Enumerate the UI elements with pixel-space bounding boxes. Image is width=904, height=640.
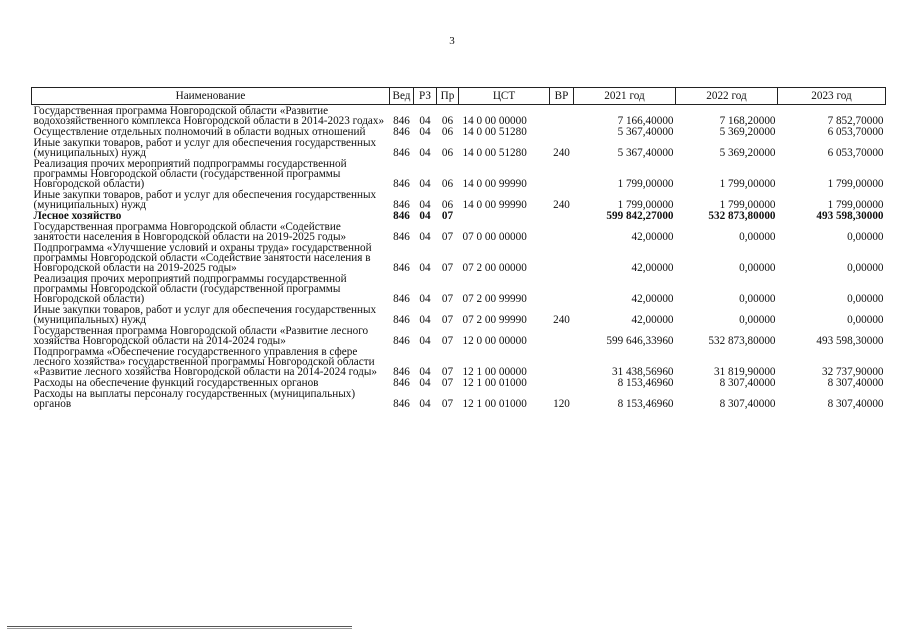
budget-table xyxy=(31,87,886,409)
table-row xyxy=(32,346,886,377)
row-rz: 04 xyxy=(419,199,431,211)
row-ved: 846 xyxy=(393,178,410,190)
row-name: Лесное хозяйство xyxy=(33,210,122,222)
row-pr: 07 xyxy=(441,262,454,274)
table-row xyxy=(32,304,886,325)
row-cst: 14 0 00 99990 xyxy=(462,178,527,190)
row-2021: 5 367,40000 xyxy=(617,147,674,159)
table-row xyxy=(32,388,886,409)
row-cst: 12 1 00 01000 xyxy=(462,377,527,389)
row-2023: 0,00000 xyxy=(847,231,884,243)
row-name: Подпрограмма «Обеспечение государственного управления в сфере лесного хозяйства» государственной программы Новгородской области «Развитие лесного хозяйства Новгородской области на 2014-2024 годы» xyxy=(33,346,377,378)
row-name: Реализация прочих мероприятий подпрограммы государственной программы Новгородской области (государственной программы Новгородской области) xyxy=(33,158,347,190)
row-vr xyxy=(550,105,574,127)
row-2023: 1 799,00000 xyxy=(827,178,884,190)
row-ved: 846 xyxy=(393,262,410,274)
row-2023: 0,00000 xyxy=(847,314,884,326)
row-vr: 240 xyxy=(553,199,570,211)
row-ved: 846 xyxy=(393,398,410,410)
row-cst: 14 0 00 00000 xyxy=(462,115,527,127)
row-pr: 06 xyxy=(441,199,454,211)
header-cst: ЦСТ xyxy=(459,88,550,105)
row-2021: 42,00000 xyxy=(631,231,674,243)
row-ved: 846 xyxy=(393,210,410,222)
header-ved: Вед xyxy=(390,88,414,105)
row-2021: 599 646,33960 xyxy=(606,335,674,347)
row-ved: 846 xyxy=(393,147,410,159)
row-2022: 5 369,20000 xyxy=(719,126,776,138)
table-row xyxy=(32,137,886,158)
row-name: Иные закупки товаров, работ и услуг для обеспечения государственных (муниципальных) нужд xyxy=(33,137,377,159)
row-2021: 8 153,46960 xyxy=(617,377,674,389)
row-cst: 14 0 00 51280 xyxy=(462,126,527,138)
row-pr: 07 xyxy=(441,314,454,326)
row-vr: 240 xyxy=(553,314,570,326)
row-pr: 07 xyxy=(441,231,454,243)
row-cst: 07 2 00 99990 xyxy=(462,293,527,305)
row-name: Осуществление отдельных полномочий в области водных отношений xyxy=(33,126,366,138)
row-rz: 04 xyxy=(419,398,431,410)
row-2021: 42,00000 xyxy=(631,262,674,274)
row-2022: 8 307,40000 xyxy=(719,377,776,389)
row-cst: 07 2 00 00000 xyxy=(462,262,527,274)
table-header xyxy=(32,88,886,105)
row-2021: 42,00000 xyxy=(631,314,674,326)
row-name: Расходы на обеспечение функций государственных органов xyxy=(33,377,319,389)
row-vr: 120 xyxy=(553,398,570,410)
row-name: Государственная программа Новгородской области «Развитие водохозяйственного комплекса Новгородской области в 2014-2023 годах» xyxy=(33,105,385,127)
header-name: Наименование xyxy=(32,88,390,105)
row-2023: 6 053,70000 xyxy=(827,126,884,138)
row-ved: 846 xyxy=(393,335,410,347)
row-cst: 07 2 00 99990 xyxy=(462,314,527,326)
row-2023: 493 598,30000 xyxy=(816,335,884,347)
row-rz: 04 xyxy=(419,178,431,190)
row-vr xyxy=(550,242,574,273)
row-ved: 846 xyxy=(393,231,410,243)
row-rz: 04 xyxy=(419,262,431,274)
row-name: Подпрограмма «Улучшение условий и охраны труда» государственной программы Новгородской области «Содействие занятости населения в Новгородской области на 2019-2025 годы» xyxy=(33,242,372,274)
row-name: Расходы на выплаты персоналу государственных (муниципальных) органов xyxy=(33,388,356,410)
header-vr: ВР xyxy=(550,88,574,105)
row-ved: 846 xyxy=(393,366,410,378)
row-name: Государственная программа Новгородской области «Содействие занятости населения в Новгородской области на 2019-2025 годы» xyxy=(33,221,347,243)
row-pr: 07 xyxy=(441,398,454,410)
row-pr: 07 xyxy=(441,366,454,378)
row-2022: 532 873,80000 xyxy=(708,335,776,347)
row-2021: 1 799,00000 xyxy=(617,199,674,211)
row-2022: 532 873,80000 xyxy=(708,210,776,222)
row-pr: 07 xyxy=(441,293,454,305)
row-2023: 1 799,00000 xyxy=(827,199,884,211)
row-2023: 8 307,40000 xyxy=(827,377,884,389)
row-rz: 04 xyxy=(419,147,431,159)
table-row xyxy=(32,105,886,127)
row-name: Иные закупки товаров, работ и услуг для обеспечения государственных (муниципальных) нужд xyxy=(33,304,377,326)
row-name: Реализация прочих мероприятий подпрограммы государственной программы Новгородской области (государственной программы Новгородской области) xyxy=(33,273,347,305)
row-2022: 0,00000 xyxy=(739,314,776,326)
header-pr: Пр xyxy=(437,88,459,105)
row-rz: 04 xyxy=(419,366,431,378)
row-2021: 42,00000 xyxy=(631,293,674,305)
row-pr: 06 xyxy=(441,147,454,159)
row-2022: 0,00000 xyxy=(739,262,776,274)
header-rz: РЗ xyxy=(414,88,437,105)
table-row xyxy=(32,126,886,137)
row-2023: 32 737,90000 xyxy=(821,366,884,378)
row-ved: 846 xyxy=(393,314,410,326)
table-row xyxy=(32,273,886,304)
row-2023: 8 307,40000 xyxy=(827,398,884,410)
row-pr: 06 xyxy=(441,126,454,138)
row-cst: 12 1 00 01000 xyxy=(462,398,527,410)
row-2022: 1 799,00000 xyxy=(719,178,776,190)
row-cst: 14 0 00 99990 xyxy=(462,199,527,211)
table-row xyxy=(32,242,886,273)
row-rz: 04 xyxy=(419,210,431,222)
row-2021: 31 438,56960 xyxy=(611,366,674,378)
row-ved: 846 xyxy=(393,199,410,211)
row-vr xyxy=(550,377,574,388)
row-2023: 0,00000 xyxy=(847,262,884,274)
row-2022: 1 799,00000 xyxy=(719,199,776,211)
footer-divider xyxy=(7,626,352,627)
row-2022: 8 307,40000 xyxy=(719,398,776,410)
row-rz: 04 xyxy=(419,115,431,127)
row-vr xyxy=(550,158,574,189)
table-row xyxy=(32,158,886,189)
row-2023: 493 598,30000 xyxy=(816,210,884,222)
row-ved: 846 xyxy=(393,115,410,127)
header-2021: 2021 год xyxy=(574,88,676,105)
row-pr: 06 xyxy=(441,178,454,190)
row-pr: 06 xyxy=(441,115,454,127)
table-row xyxy=(32,221,886,242)
row-cst: 12 0 00 00000 xyxy=(462,335,527,347)
row-rz: 04 xyxy=(419,335,431,347)
row-cst: 12 1 00 00000 xyxy=(462,366,527,378)
row-rz: 04 xyxy=(419,293,431,305)
row-rz: 04 xyxy=(419,231,431,243)
row-vr xyxy=(550,346,574,377)
row-vr xyxy=(550,126,574,137)
row-2022: 31 819,90000 xyxy=(713,366,776,378)
row-vr xyxy=(550,273,574,304)
page-number: 3 xyxy=(449,35,455,47)
row-2021: 8 153,46960 xyxy=(617,398,674,410)
table-row xyxy=(32,377,886,388)
row-vr xyxy=(550,210,574,221)
row-2023: 7 852,70000 xyxy=(827,115,884,127)
table-row xyxy=(32,189,886,210)
row-2022: 5 369,20000 xyxy=(719,147,776,159)
table-row xyxy=(32,210,886,221)
row-2022: 7 168,20000 xyxy=(719,115,776,127)
row-ved: 846 xyxy=(393,293,410,305)
row-pr: 07 xyxy=(441,210,454,222)
row-vr xyxy=(550,325,574,346)
header-2022: 2022 год xyxy=(676,88,778,105)
row-ved: 846 xyxy=(393,377,410,389)
row-vr: 240 xyxy=(553,147,570,159)
row-2022: 0,00000 xyxy=(739,293,776,305)
row-2022: 0,00000 xyxy=(739,231,776,243)
row-rz: 04 xyxy=(419,377,431,389)
row-2023: 6 053,70000 xyxy=(827,147,884,159)
row-2021: 5 367,40000 xyxy=(617,126,674,138)
row-ved: 846 xyxy=(393,126,410,138)
table-body xyxy=(32,105,886,410)
row-name: Иные закупки товаров, работ и услуг для обеспечения государственных (муниципальных) нужд xyxy=(33,189,377,211)
row-cst xyxy=(459,210,550,221)
row-pr: 07 xyxy=(441,335,454,347)
row-rz: 04 xyxy=(419,314,431,326)
row-pr: 07 xyxy=(441,377,454,389)
header-2023: 2023 год xyxy=(778,88,886,105)
row-cst: 14 0 00 51280 xyxy=(462,147,527,159)
footer-divider-secondary xyxy=(7,628,352,629)
table-row xyxy=(32,325,886,346)
row-2021: 7 166,40000 xyxy=(617,115,674,127)
row-2021: 1 799,00000 xyxy=(617,178,674,190)
row-2021: 599 842,27000 xyxy=(606,210,674,222)
row-rz: 04 xyxy=(419,126,431,138)
row-vr xyxy=(550,221,574,242)
row-name: Государственная программа Новгородской области «Развитие лесного хозяйства Новгородской области на 2014-2024 годы» xyxy=(33,325,369,347)
row-2023: 0,00000 xyxy=(847,293,884,305)
row-cst: 07 0 00 00000 xyxy=(462,231,527,243)
